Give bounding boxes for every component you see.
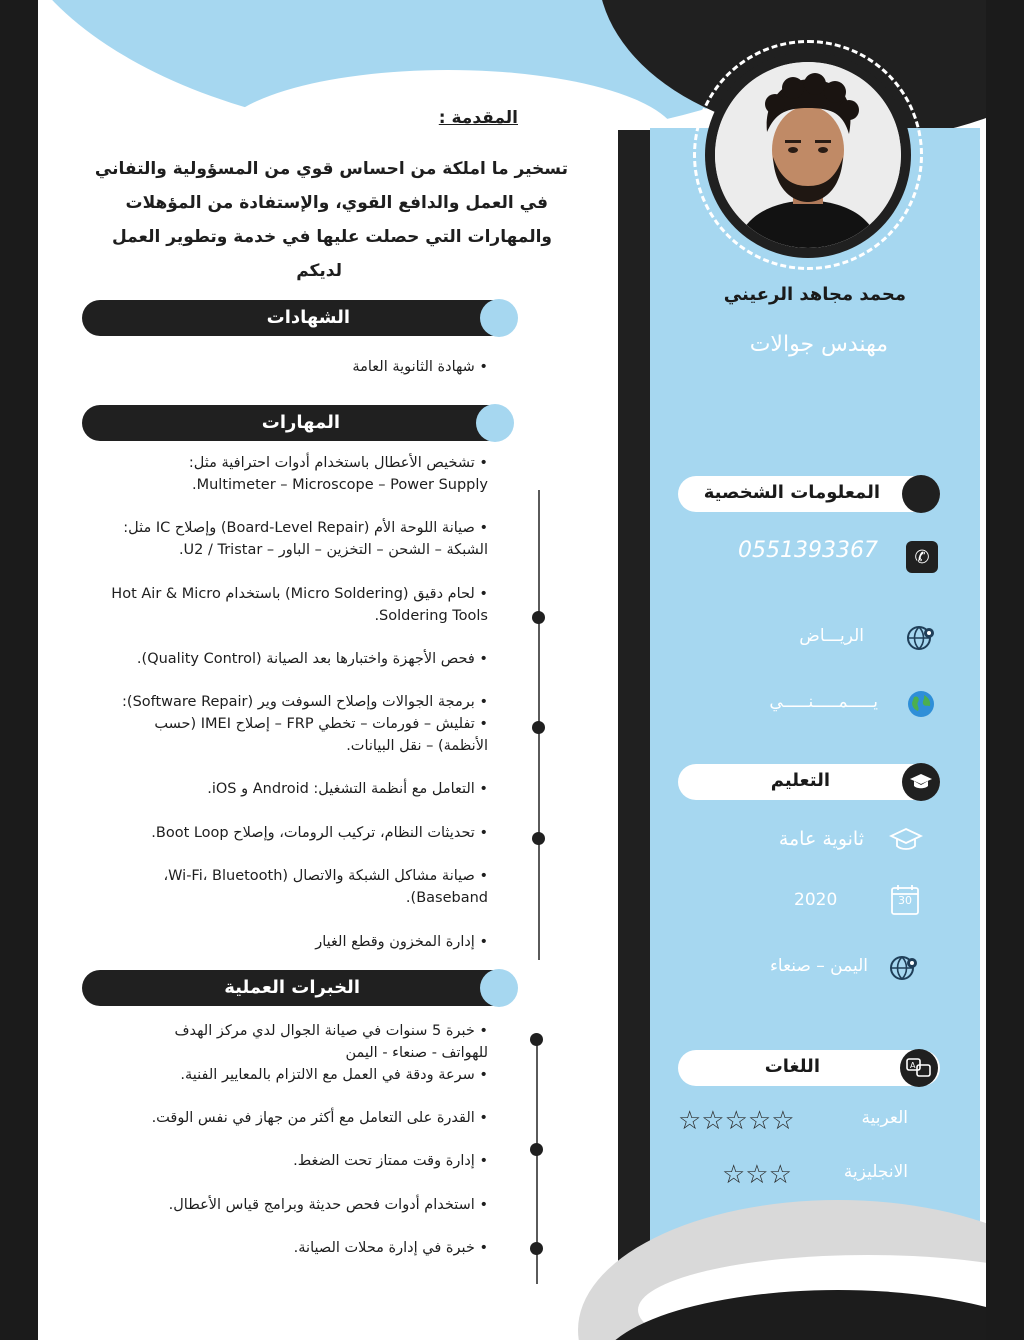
skill-item-6 [68,778,488,800]
experience-line: للهواتف - صنعاء - اليمن [345,1045,488,1061]
education-year: 2020 [794,890,838,910]
language-english: الانجليزية [843,1162,908,1182]
skill-line: • إدارة المخزون وقطع الغيار [315,934,488,950]
intro-line-1: تسخير ما املكة من احساس قوي من المسؤولية والتفاني [94,159,568,179]
skill-line: • تحديثات النظام، تركيب الرومات، وإصلاح Boot Loop. [151,825,488,841]
skill-item-3 [68,583,488,627]
experience-item-4 [68,1194,488,1216]
translate-icon [900,1049,938,1087]
intro-line-2: في العمل والدافع القوي، والإستفادة من المؤهلات [125,193,548,213]
earth-icon [905,688,937,720]
skill-item-4 [68,648,488,670]
city: الريـــاض [799,626,864,646]
experience-item-1 [68,1020,488,1086]
skills-heading: المهارات [261,412,340,433]
experience-dot [480,969,518,1007]
timeline-dot [532,832,545,845]
language-arabic-stars: ☆☆☆☆☆ [678,1106,795,1136]
skill-line: Multimeter – Microscope – Power Supply. [191,477,488,493]
certificates-dot [480,299,518,337]
skill-item-9 [68,931,488,953]
skill-item-7 [68,822,488,844]
skill-line: • صيانة اللوحة الأم (Board-Level Repair) وإصلاح IC مثل: [123,520,488,536]
skill-line: • تشخيص الأعطال باستخدام أدوات احترافية مثل: [188,455,488,471]
skill-line: • برمجة الجوالات وإصلاح السوفت وير (Software Repair): [122,694,488,710]
education-location: اليمن – صنعاء [769,956,868,976]
graduation-cap-icon [902,763,940,801]
timeline-dot [530,1242,543,1255]
timeline-dot [532,721,545,734]
person-name: محمد مجاهد الرعيني [723,284,906,305]
skill-item-2 [68,517,488,561]
skill-line: • التعامل مع أنظمة التشغيل: Android و iOS. [207,781,488,797]
skill-item-1 [68,452,488,496]
timeline-dot [532,611,545,624]
skill-item-8 [68,865,488,909]
intro-heading: المقدمة : [438,108,518,128]
experience-line: • استخدام أدوات فحص حديثة وبرامج قياس الأعطال. [168,1197,488,1213]
resume-page [38,0,986,1340]
education-heading: التعليم [770,770,830,791]
experience-item-3 [68,1150,488,1172]
language-english-stars: ☆☆☆ [722,1160,792,1190]
skill-item-5 [68,691,488,757]
languages-heading: اللغات [764,1056,820,1077]
skill-line: • تفليش – فورمات – تخطي FRP – إصلاح IMEI (حسب [154,716,488,732]
language-arabic: العربية [861,1108,908,1128]
skill-line: • صيانة مشاكل الشبكة والاتصال (Wi-Fi، Bluetooth، [163,868,488,884]
experience-line: • سرعة ودقة في العمل مع الالتزام بالمعايير الفنية. [180,1067,488,1083]
phone-icon: ✆ [906,541,938,573]
skill-line: الأنظمة) – نقل البيانات. [346,738,488,754]
svg-text:A: A [910,1061,916,1070]
experience-item-2 [68,1107,488,1129]
globe-location-icon [905,622,937,654]
skill-line: Baseband). [405,890,488,906]
job-title: مهندس جوالات [749,332,888,357]
experience-line: • خبرة 5 سنوات في صيانة الجوال لدي مركز الهدف [174,1023,488,1039]
certificate-item: • شهادة الثانوية العامة [352,359,488,375]
experience-item-5 [68,1237,488,1259]
skill-line: • فحص الأجهزة واختبارها بعد الصيانة (Quality Control). [136,651,488,667]
experience-line: • إدارة وقت ممتاز تحت الضغط. [293,1153,488,1169]
graduation-icon [888,824,924,856]
certificates-heading: الشهادات [266,307,350,328]
globe-pin-icon [888,952,920,984]
skill-line: Soldering Tools. [374,608,488,624]
intro-line-4: لديكم [296,261,342,281]
sidebar-dark-strip [618,130,654,1295]
education-degree: ثانوية عامة [778,828,864,850]
skill-line: الشبكة – الشحن – التخزين – الباور – U2 / Tristar. [178,542,488,558]
skill-line: • لحام دقيق (Micro Soldering) باستخدام Hot Air & Micro [111,586,488,602]
skills-dot [476,404,514,442]
experience-line: • القدرة على التعامل مع أكثر من جهاز في نفس الوقت. [151,1110,488,1126]
calendar-day: 30 [898,894,912,907]
nationality: يـــــمـــــنـــــي [769,692,878,712]
timeline-dot [530,1033,543,1046]
experience-heading: الخبرات العملية [224,977,360,998]
personal-info-dot [902,475,940,513]
experience-line: • خبرة في إدارة محلات الصيانة. [293,1240,488,1256]
intro-line-3: والمهارات التي حصلت عليها في خدمة وتطوير العمل [111,227,552,247]
phone-number: 0551393367 [738,538,878,563]
profile-photo [715,62,901,248]
personal-info-heading: المعلومات الشخصية [703,482,880,503]
timeline-dot [530,1143,543,1156]
